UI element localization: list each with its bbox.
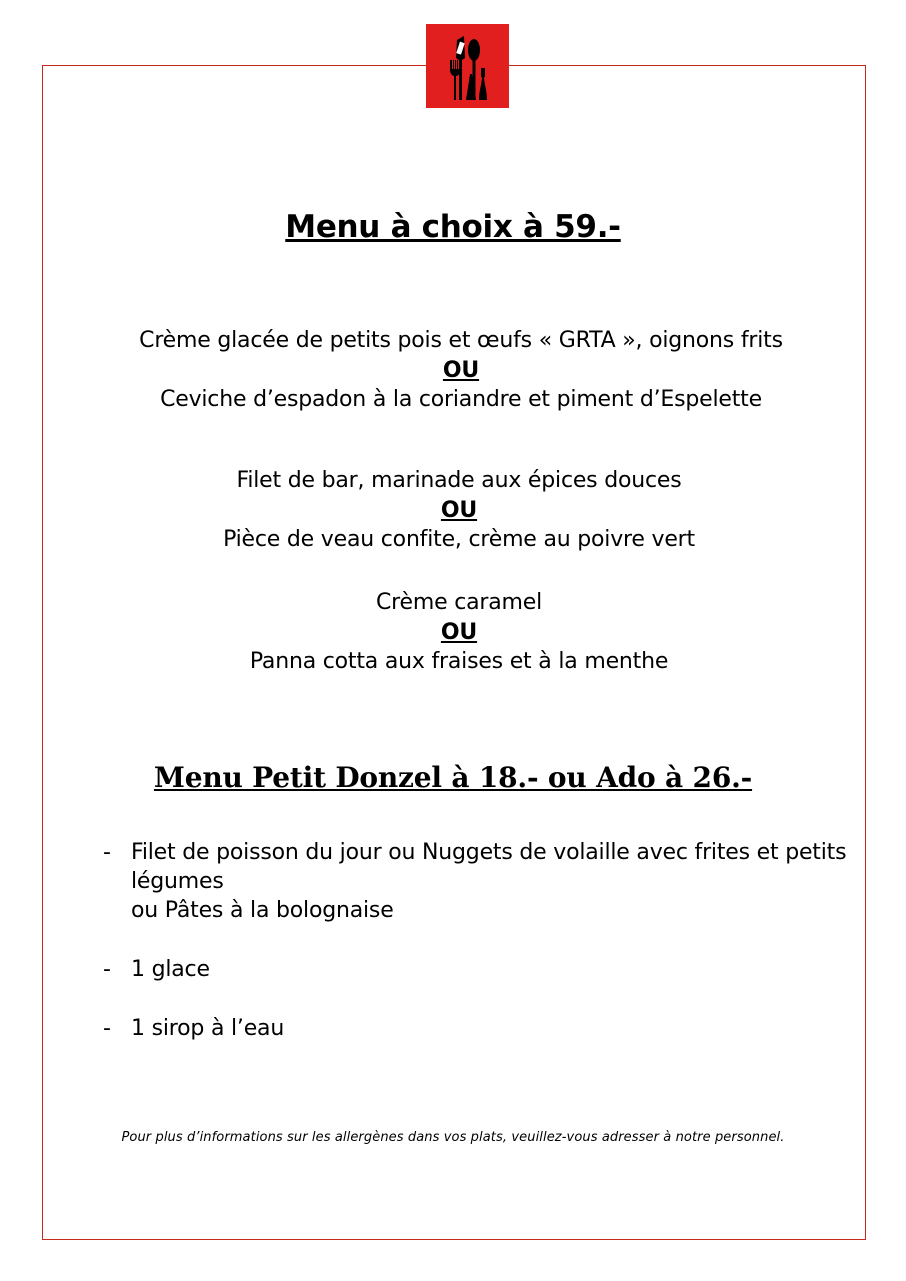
- course-starter: [8, 326, 906, 415]
- or-separator: OU: [442, 357, 480, 383]
- kids-menu-list: [103, 838, 863, 1073]
- restaurant-logo: [426, 24, 509, 108]
- bullet-dash: -: [103, 840, 111, 865]
- list-item: [103, 955, 863, 984]
- kids-menu-title: Menu Petit Donzel à 18.- ou Ado à 26.-: [153, 761, 753, 794]
- course-option: Crème glacée de petits pois et œufs « GRTA », oignons frits: [139, 328, 783, 353]
- course-main: [6, 466, 906, 555]
- list-item-text: 1 sirop à l’eau: [131, 1016, 285, 1041]
- or-separator: OU: [440, 497, 478, 523]
- cutlery-icon: [426, 24, 509, 108]
- bullet-dash: -: [103, 1016, 111, 1041]
- allergen-note: Pour plus d’informations sur les allergènes dans vos plats, veuillez-vous adresser à notre personnel.: [121, 1130, 785, 1145]
- list-item-text: Filet de poisson du jour ou Nuggets de volaille avec frites et petits: [131, 840, 847, 865]
- list-item: [103, 838, 863, 925]
- main-menu-title: Menu à choix à 59.-: [285, 209, 621, 245]
- course-dessert: [6, 588, 906, 677]
- list-item: [103, 1014, 863, 1043]
- course-option: Crème caramel: [376, 590, 542, 615]
- or-separator: OU: [440, 619, 478, 645]
- list-item-text: 1 glace: [131, 957, 210, 982]
- course-option: Pièce de veau confite, crème au poivre vert: [223, 527, 695, 552]
- course-option: Filet de bar, marinade aux épices douces: [236, 468, 682, 493]
- list-item-text: légumes: [131, 869, 224, 894]
- list-item-text: ou Pâtes à la bolognaise: [131, 898, 394, 923]
- course-option: Panna cotta aux fraises et à la menthe: [249, 649, 669, 674]
- bullet-dash: -: [103, 957, 111, 982]
- course-option: Ceviche d’espadon à la coriandre et piment d’Espelette: [160, 387, 762, 412]
